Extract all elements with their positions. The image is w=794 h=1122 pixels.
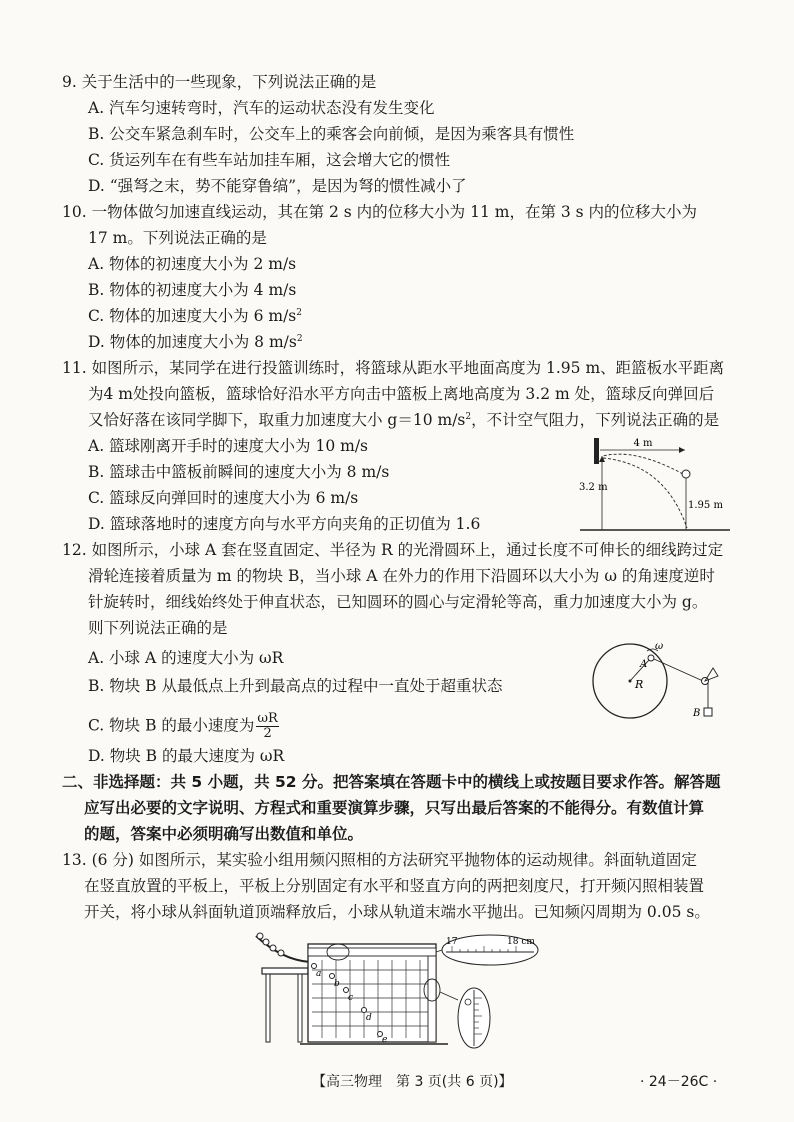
q12-stem-line3: 针旋转时，细线始终处于伸直状态，已知圆环的圆心与定滑轮等高，重力加速度大小为 g。 [88,593,708,611]
section2-line2: 应写出必要的文字说明、方程式和重要演算步骤，只写出最后答案的不能得分。有数值计算 [84,799,705,817]
tick-17: 17 [446,937,458,947]
q9-option-d: D. “强弩之末，势不能穿鲁缟”，是因为弩的惯性减小了 [88,177,467,195]
q13-experiment-figure [252,930,552,1052]
point-c [344,988,349,993]
q10-option-d: D. 物体的加速度大小为 8 $m/s^2$ [88,333,303,351]
q10-stem-line1: 10. 一物体做匀加速直线运动，其在第 2 s 内的位移大小为 11 m，在第 3 s 内的位移大小为 [62,203,698,221]
fraction-denominator: 2 [263,726,272,741]
label-point-d: d [366,1013,372,1023]
label-omega: ω [655,641,664,652]
vertical-ruler [428,956,436,1042]
q11-stem-line1: 11. 如图所示，某同学在进行投篮训练时，将篮球从距水平地面高度为 1.95 m、距篮板水平距离 [62,359,725,377]
q11-basketball-figure [575,436,735,536]
basketball [682,470,690,478]
q10-option-b: B. 物体的初速度大小为 4 m/s [88,281,297,299]
rail-ball [263,939,269,945]
label-board-height: 3.2 m [579,482,608,493]
page-code: · 24－26C · [640,1074,718,1090]
trajectory-out [603,458,687,528]
q11-stem-line2: 为4 m处投向篮板，篮球恰好沿水平方向击中篮板上离地高度为 3.2 m 处，篮球反向弹回后 [88,385,715,403]
page-footer: 【高三物理 第 3 页(共 6 页)】 [312,1074,513,1090]
rail-ball [257,933,263,939]
q10-option-a: A. 物体的初速度大小为 2 m/s [88,255,297,273]
label-point-a: a [316,969,322,979]
q9-option-b: B. 公交车紧急刹车时，公交车上的乘客会向前倾，是因为乘客具有惯性 [88,125,575,143]
label-b: B [693,708,701,719]
string-line [654,659,703,681]
q10-option-c: C. 物体的加速度大小为 6 $m/s^2$ [88,307,302,325]
q12-ring-figure [585,638,730,728]
ring-center [629,680,632,683]
label-point-b: b [334,979,340,989]
zoom-connector [436,950,442,952]
label-a: A [640,659,648,670]
rail-ball [270,945,276,951]
ball-a [648,655,654,661]
q12-stem-line2: 滑轮连接着质量为 m 的物块 B，当小球 A 在外力的作用下沿圆环以大小为 ω 的角速度逆时 [88,567,715,585]
rail-ball [278,950,284,956]
q11-option-b: B. 篮球击中篮板前瞬间的速度大小为 8 m/s [88,463,390,481]
table-leg [266,974,270,1042]
point-d [362,1008,367,1013]
zoom-connector [440,992,458,1000]
q9-stem: 9. 关于生活中的一些现象，下列说法正确的是 [62,73,377,91]
tick-18: 18 cm [507,937,535,947]
q11-option-c: C. 篮球反向弹回时的速度大小为 6 m/s [88,489,359,507]
label-point-e: e [382,1035,388,1045]
table-leg [298,974,302,1042]
backboard [594,438,599,464]
arrow-up-icon [599,456,605,462]
block-b [704,708,712,716]
q13-stem-line2: 在竖直放置的平板上，平板上分别固定有水平和竖直方向的两把刻度尺，打开频闪照相装置 [84,877,705,895]
label-width: 4 m [633,438,653,449]
q11-stem-line3: 又恰好落在该同学脚下，取重力加速度大小 g＝10 $m/s^2$，不计空气阻力，下列说法正确的是 [88,411,720,429]
table-top [262,968,308,974]
q13-stem-line1: 13. (6 分) 如图所示，某实验小组用频闪照相的方法研究平抛物体的运动规律。斜面轨道固定 [62,851,697,869]
section2-line3: 的题，答案中必须明确写出数值和单位。 [84,825,364,843]
q9-option-c: C. 货运列车在有些车站加挂车厢，这会增大它的惯性 [88,151,451,169]
label-hand-height: 1.95 m [688,500,723,511]
q10-stem-line2: 17 m。下列说法正确的是 [88,229,267,247]
label-r: R [635,678,644,691]
q12-option-c: C. 物块 B 的最小速度为 $\frac{\omega R}{2}$ [88,711,278,741]
q12-stem-line1: 12. 如图所示，小球 A 套在竖直固定、半径为 R 的光滑圆环上，通过长度不可伸长的细线跨过定 [62,541,724,559]
q9-option-a: A. 汽车匀速转弯时，汽车的运动状态没有发生变化 [88,99,435,117]
fraction [256,712,278,741]
q12-option-d: D. 物块 B 的最大速度为 ωR [88,747,285,765]
q13-stem-line3: 开关，将小球从斜面轨道顶端释放后，小球从轨道末端水平抛出。已知频闪周期为 0.05 s。 [84,903,710,921]
trajectory-in [603,454,683,474]
point-a [312,964,317,969]
vertical-board [308,944,436,1042]
label-point-c: c [348,993,354,1003]
q11-option-d: D. 篮球落地时的速度方向与水平方向夹角的正切值为 1.6 [88,515,481,533]
zoom-ball [465,999,471,1005]
fraction-numerator: ωR [257,711,278,726]
point-b [330,974,335,979]
section2-line1: 二、非选择题：共 5 小题，共 52 分。把答案填在答题卡中的横线上或按题目要求作答。解答题 [62,773,721,791]
q12-stem-line4: 则下列说法正确的是 [88,619,228,637]
q12-option-b: B. 物块 B 从最低点上升到最高点的过程中一直处于超重状态 [88,677,503,695]
arrow-right-icon [679,447,685,453]
q11-option-a: A. 篮球刚离开手时的速度大小为 10 m/s [88,437,368,455]
q12-option-a: A. 小球 A 的速度大小为 ωR [88,649,284,667]
